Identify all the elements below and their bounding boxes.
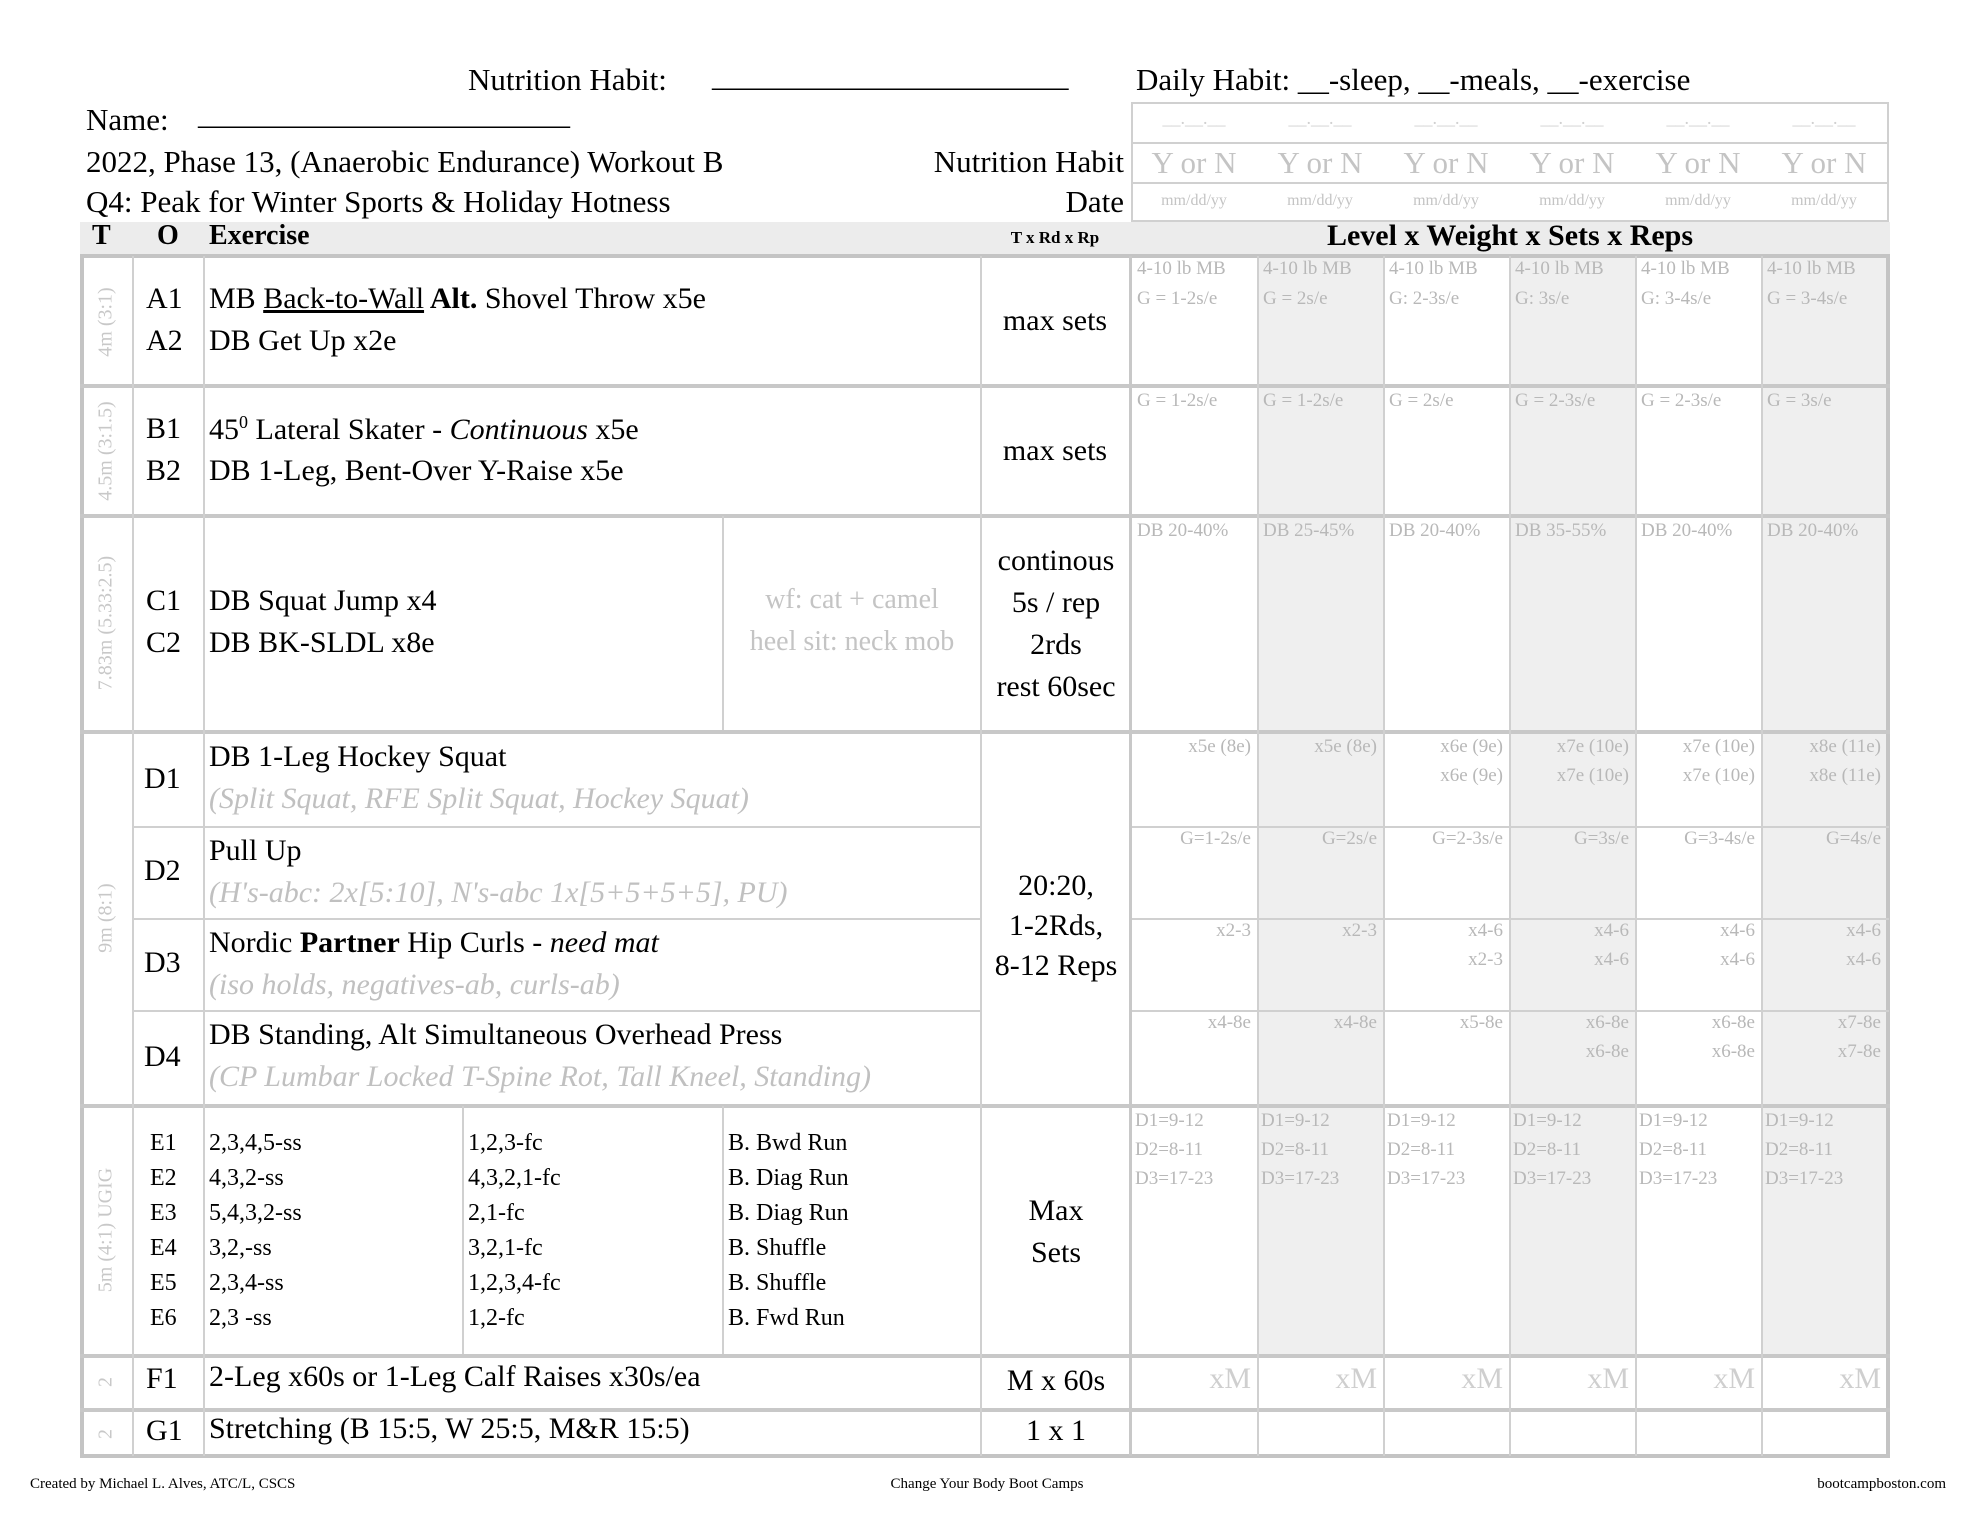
d3-day-5-line-1: x4-6 xyxy=(1720,920,1755,941)
e-day-1-line-2: D2=8-11 xyxy=(1135,1139,1204,1160)
d2-day-3-line-1: G=2-3s/e xyxy=(1432,828,1503,849)
c-day-3-load: DB 20-40% xyxy=(1389,520,1481,541)
daily-habit-line: Daily Habit: __-sleep, __-meals, __-exercise xyxy=(1136,62,1691,97)
day-1-blank[interactable]: __.__.__ xyxy=(1162,108,1226,128)
e-day-2-line-2: D2=8-11 xyxy=(1261,1139,1330,1160)
footer-website[interactable]: bootcampboston.com xyxy=(1817,1476,1946,1492)
section-e-time: 5m (4:1) UGIG xyxy=(94,1167,117,1293)
d4-day-6-line-1: x7-8e xyxy=(1837,1012,1881,1033)
c-day-5-load: DB 20-40% xyxy=(1641,520,1733,541)
section-f-time: 2 xyxy=(94,1377,117,1387)
b-day-2-goal: G = 1-2s/e xyxy=(1263,390,1344,411)
e-day-5-line-3: D3=17-23 xyxy=(1639,1168,1718,1189)
nutrition-habit-label: Nutrition Habit: xyxy=(468,62,667,97)
d3-day-3-line-2: x2-3 xyxy=(1468,949,1503,970)
a-day-3-goal: G: 2-3s/e xyxy=(1389,288,1460,309)
section-g-time: 2 xyxy=(94,1429,117,1439)
f-day-1-cell[interactable]: xM xyxy=(1209,1362,1251,1395)
col-header-exercise: Exercise xyxy=(209,220,310,251)
scheme-e: Max Sets xyxy=(1028,1194,1084,1269)
yn-day-6[interactable]: Y or N xyxy=(1781,145,1867,180)
a-day-1-goal: G = 1-2s/e xyxy=(1137,288,1218,309)
day-5-blank[interactable]: __.__.__ xyxy=(1666,108,1730,128)
e-col-1: 2,3,4,5-ss 4,3,2-ss 5,4,3,2-ss 3,2,-ss 2,3,4-ss 2,3 -ss xyxy=(209,1130,302,1331)
exercise-d4: DB Standing, Alt Simultaneous Overhead Press xyxy=(209,1018,783,1051)
b-day-6-goal: G = 3s/e xyxy=(1767,390,1832,411)
c-day-1-load: DB 20-40% xyxy=(1137,520,1229,541)
a-day-3-weight: 4-10 lb MB xyxy=(1389,258,1478,279)
col-header-t: T xyxy=(92,220,111,251)
d3-day-6-line-1: x4-6 xyxy=(1846,920,1881,941)
d3-day-5-line-2: x4-6 xyxy=(1720,949,1755,970)
d1-day-6-line-2: x8e (11e) xyxy=(1809,765,1881,786)
b-day-4-goal: G = 2-3s/e xyxy=(1515,390,1596,411)
c-day-2-load: DB 25-45% xyxy=(1263,520,1355,541)
scheme-c: continous 5s / rep 2rds rest 60sec xyxy=(996,544,1116,703)
day-4-blank[interactable]: __.__.__ xyxy=(1540,108,1604,128)
e-day-6-line-2: D2=8-11 xyxy=(1765,1139,1834,1160)
f-day-6-cell[interactable]: xM xyxy=(1839,1362,1881,1395)
date-row-label: Date xyxy=(1065,184,1124,219)
code-c2: C2 xyxy=(146,626,182,659)
a-day-6-weight: 4-10 lb MB xyxy=(1767,258,1856,279)
exercise-b1: $45^0$ Lateral Skater - Continuous x5e xyxy=(209,412,639,446)
e-day-6-line-1: D1=9-12 xyxy=(1765,1110,1834,1131)
b-day-5-goal: G = 2-3s/e xyxy=(1641,390,1722,411)
d1-day-6-line-1: x8e (11e) xyxy=(1809,736,1881,757)
section-c-time: 7.83m (5.33:2.5) xyxy=(94,555,117,691)
exercise-d2: Pull Up xyxy=(209,834,302,867)
col-header-scheme: T x Rd x Rp xyxy=(1010,228,1100,247)
d2-day-4-line-1: G=3s/e xyxy=(1573,828,1629,849)
d4-day-4-line-2: x6-8e xyxy=(1585,1041,1629,1062)
section-b-time: 4.5m (3:1.5) xyxy=(94,401,117,501)
code-d4: D4 xyxy=(144,1040,181,1073)
f-day-2-cell[interactable]: xM xyxy=(1335,1362,1377,1395)
d1-day-2-line-1: x5e (8e) xyxy=(1314,736,1377,757)
d1-day-1-line-1: x5e (8e) xyxy=(1188,736,1251,757)
col-header-o: O xyxy=(157,220,179,251)
yn-day-3[interactable]: Y or N xyxy=(1403,145,1489,180)
workout-subtitle: Q4: Peak for Winter Sports & Holiday Hotness xyxy=(86,184,671,219)
d3-day-2-line-1: x2-3 xyxy=(1342,920,1377,941)
b-day-1-goal: G = 1-2s/e xyxy=(1137,390,1218,411)
workout-title: 2022, Phase 13, (Anaerobic Endurance) Workout B xyxy=(86,144,724,179)
footer-org: Change Your Body Boot Camps xyxy=(890,1476,1084,1492)
footer-credit: Created by Michael L. Alves, ATC/L, CSCS xyxy=(30,1476,296,1492)
day-6-blank[interactable]: __.__.__ xyxy=(1792,108,1856,128)
d1-day-3-line-1: x6e (9e) xyxy=(1440,736,1503,757)
e-day-4-line-3: D3=17-23 xyxy=(1513,1168,1592,1189)
d4-day-2-line-1: x4-8e xyxy=(1333,1012,1377,1033)
exercise-b2: DB 1-Leg, Bent-Over Y-Raise x5e xyxy=(209,454,624,487)
d4-day-6-line-2: x7-8e xyxy=(1837,1041,1881,1062)
e-day-3-line-3: D3=17-23 xyxy=(1387,1168,1466,1189)
e-day-4-line-2: D2=8-11 xyxy=(1513,1139,1582,1160)
scheme-b: max sets xyxy=(1002,434,1108,467)
d3-day-3-line-1: x4-6 xyxy=(1468,920,1503,941)
d4-day-4-line-1: x6-8e xyxy=(1585,1012,1629,1033)
d4-day-3-line-1: x5-8e xyxy=(1459,1012,1503,1033)
e-col-2: 1,2,3-fc 4,3,2,1-fc 2,1-fc 3,2,1-fc 1,2,3,4-fc 1,2-fc xyxy=(468,1130,561,1331)
d4-day-5-line-1: x6-8e xyxy=(1711,1012,1755,1033)
a-day-4-goal: G: 3s/e xyxy=(1515,288,1570,309)
exercise-d3: Nordic Partner Hip Curls - need mat xyxy=(209,926,659,959)
code-g1: G1 xyxy=(146,1414,183,1447)
exercise-d1: DB 1-Leg Hockey Squat xyxy=(209,740,507,773)
nutrition-habit-blank[interactable]: _______________________ xyxy=(712,58,1069,93)
e-day-1-line-3: D3=17-23 xyxy=(1135,1168,1214,1189)
nutrition-row-label: Nutrition Habit xyxy=(933,144,1124,179)
date-day-4[interactable]: mm/dd/yy xyxy=(1539,192,1605,209)
code-a1: A1 xyxy=(146,282,183,315)
scheme-d: 20:20, 1-2Rds, 8-12 Reps xyxy=(994,869,1118,982)
b-day-3-goal: G = 2s/e xyxy=(1389,390,1454,411)
exercise-c2: DB BK-SLDL x8e xyxy=(209,626,435,659)
d4-day-1-line-1: x4-8e xyxy=(1207,1012,1251,1033)
a-day-5-goal: G: 3-4s/e xyxy=(1641,288,1712,309)
yn-day-1[interactable]: Y or N xyxy=(1151,145,1237,180)
f-day-4-cell[interactable]: xM xyxy=(1587,1362,1629,1395)
scheme-a: max sets xyxy=(1002,304,1108,337)
d1-day-3-line-2: x6e (9e) xyxy=(1440,765,1503,786)
exercise-c1: DB Squat Jump x4 xyxy=(209,584,437,617)
d2-day-1-line-1: G=1-2s/e xyxy=(1180,828,1251,849)
d3-day-1-line-1: x2-3 xyxy=(1216,920,1251,941)
e-day-5-line-1: D1=9-12 xyxy=(1639,1110,1708,1131)
exercise-d4-alternatives: (CP Lumbar Locked T-Spine Rot, Tall Kneel, Standing) xyxy=(209,1060,871,1093)
d2-day-6-line-1: G=4s/e xyxy=(1825,828,1881,849)
e-day-5-line-2: D2=8-11 xyxy=(1639,1139,1708,1160)
code-b2: B2 xyxy=(146,454,182,487)
e-col-3: B. Bwd Run B. Diag Run B. Diag Run B. Shuffle B. Shuffle B. Fwd Run xyxy=(728,1130,849,1331)
note-c2: heel sit: neck mob xyxy=(749,626,955,657)
a-day-2-weight: 4-10 lb MB xyxy=(1263,258,1352,279)
a-day-1-weight: 4-10 lb MB xyxy=(1137,258,1226,279)
exercise-g1: Stretching (B 15:5, W 25:5, M&R 15:5) xyxy=(209,1412,690,1445)
code-d1: D1 xyxy=(144,762,181,795)
c-day-6-load: DB 20-40% xyxy=(1767,520,1859,541)
f-day-5-cell[interactable]: xM xyxy=(1713,1362,1755,1395)
yn-day-5[interactable]: Y or N xyxy=(1655,145,1741,180)
d1-day-4-line-1: x7e (10e) xyxy=(1556,736,1629,757)
a-day-5-weight: 4-10 lb MB xyxy=(1641,258,1730,279)
code-d3: D3 xyxy=(144,946,181,979)
yn-day-2[interactable]: Y or N xyxy=(1277,145,1363,180)
code-a2: A2 xyxy=(146,324,183,357)
date-day-2[interactable]: mm/dd/yy xyxy=(1287,192,1353,209)
e-day-2-line-3: D3=17-23 xyxy=(1261,1168,1340,1189)
code-c1: C1 xyxy=(146,584,182,617)
exercise-d1-alternatives: (Split Squat, RFE Split Squat, Hockey Squat) xyxy=(209,782,749,815)
scheme-g: 1 x 1 xyxy=(1026,1414,1086,1447)
exercise-d3-alternatives: (iso holds, negatives-ab, curls-ab) xyxy=(209,968,620,1001)
e-day-3-line-1: D1=9-12 xyxy=(1387,1110,1456,1131)
d3-day-4-line-2: x4-6 xyxy=(1594,949,1629,970)
note-c1: wf: cat + camel xyxy=(765,584,939,615)
date-day-5[interactable]: mm/dd/yy xyxy=(1665,192,1731,209)
exercise-f1: 2-Leg x60s or 1-Leg Calf Raises x30s/ea xyxy=(209,1360,701,1393)
d1-day-5-line-1: x7e (10e) xyxy=(1682,736,1755,757)
exercise-a2: DB Get Up x2e xyxy=(209,324,397,357)
d2-day-2-line-1: G=2s/e xyxy=(1321,828,1377,849)
e-day-1-line-1: D1=9-12 xyxy=(1135,1110,1204,1131)
day-2-blank[interactable]: __.__.__ xyxy=(1288,108,1352,128)
c-day-4-load: DB 35-55% xyxy=(1515,520,1607,541)
d2-day-5-line-1: G=3-4s/e xyxy=(1684,828,1755,849)
code-f1: F1 xyxy=(146,1362,178,1395)
codes-e: E1 E2 E3 E4 E5 E6 xyxy=(150,1130,177,1331)
exercise-a1: MB Back-to-Wall Alt. Shovel Throw x5e xyxy=(209,282,706,315)
d3-day-4-line-1: x4-6 xyxy=(1594,920,1629,941)
date-day-3[interactable]: mm/dd/yy xyxy=(1413,192,1479,209)
section-d-time: 9m (8:1) xyxy=(94,883,117,953)
exercise-d2-alternatives: (H's-abc: 2x[5:10], N's-abc 1x[5+5+5+5], PU) xyxy=(209,876,788,909)
code-b1: B1 xyxy=(146,412,182,445)
f-day-3-cell[interactable]: xM xyxy=(1461,1362,1503,1395)
e-day-2-line-1: D1=9-12 xyxy=(1261,1110,1330,1131)
d4-day-5-line-2: x6-8e xyxy=(1711,1041,1755,1062)
scheme-f: M x 60s xyxy=(1006,1364,1106,1397)
date-day-6[interactable]: mm/dd/yy xyxy=(1791,192,1857,209)
e-day-3-line-2: D2=8-11 xyxy=(1387,1139,1456,1160)
e-day-4-line-1: D1=9-12 xyxy=(1513,1110,1582,1131)
col-header-level: Level x Weight x Sets x Reps xyxy=(1326,219,1694,252)
yn-day-4[interactable]: Y or N xyxy=(1529,145,1615,180)
name-label: Name: xyxy=(86,102,169,137)
section-a-time: 4m (3:1) xyxy=(94,287,117,357)
code-d2: D2 xyxy=(144,854,181,887)
d1-day-4-line-2: x7e (10e) xyxy=(1556,765,1629,786)
a-day-6-goal: G = 3-4s/e xyxy=(1767,288,1848,309)
d3-day-6-line-2: x4-6 xyxy=(1846,949,1881,970)
e-day-6-line-3: D3=17-23 xyxy=(1765,1168,1844,1189)
d1-day-5-line-2: x7e (10e) xyxy=(1682,765,1755,786)
day-3-blank[interactable]: __.__.__ xyxy=(1414,108,1478,128)
a-day-4-weight: 4-10 lb MB xyxy=(1515,258,1604,279)
name-field[interactable]: ________________________ xyxy=(198,96,570,131)
a-day-2-goal: G = 2s/e xyxy=(1263,288,1328,309)
date-day-1[interactable]: mm/dd/yy xyxy=(1161,192,1227,209)
